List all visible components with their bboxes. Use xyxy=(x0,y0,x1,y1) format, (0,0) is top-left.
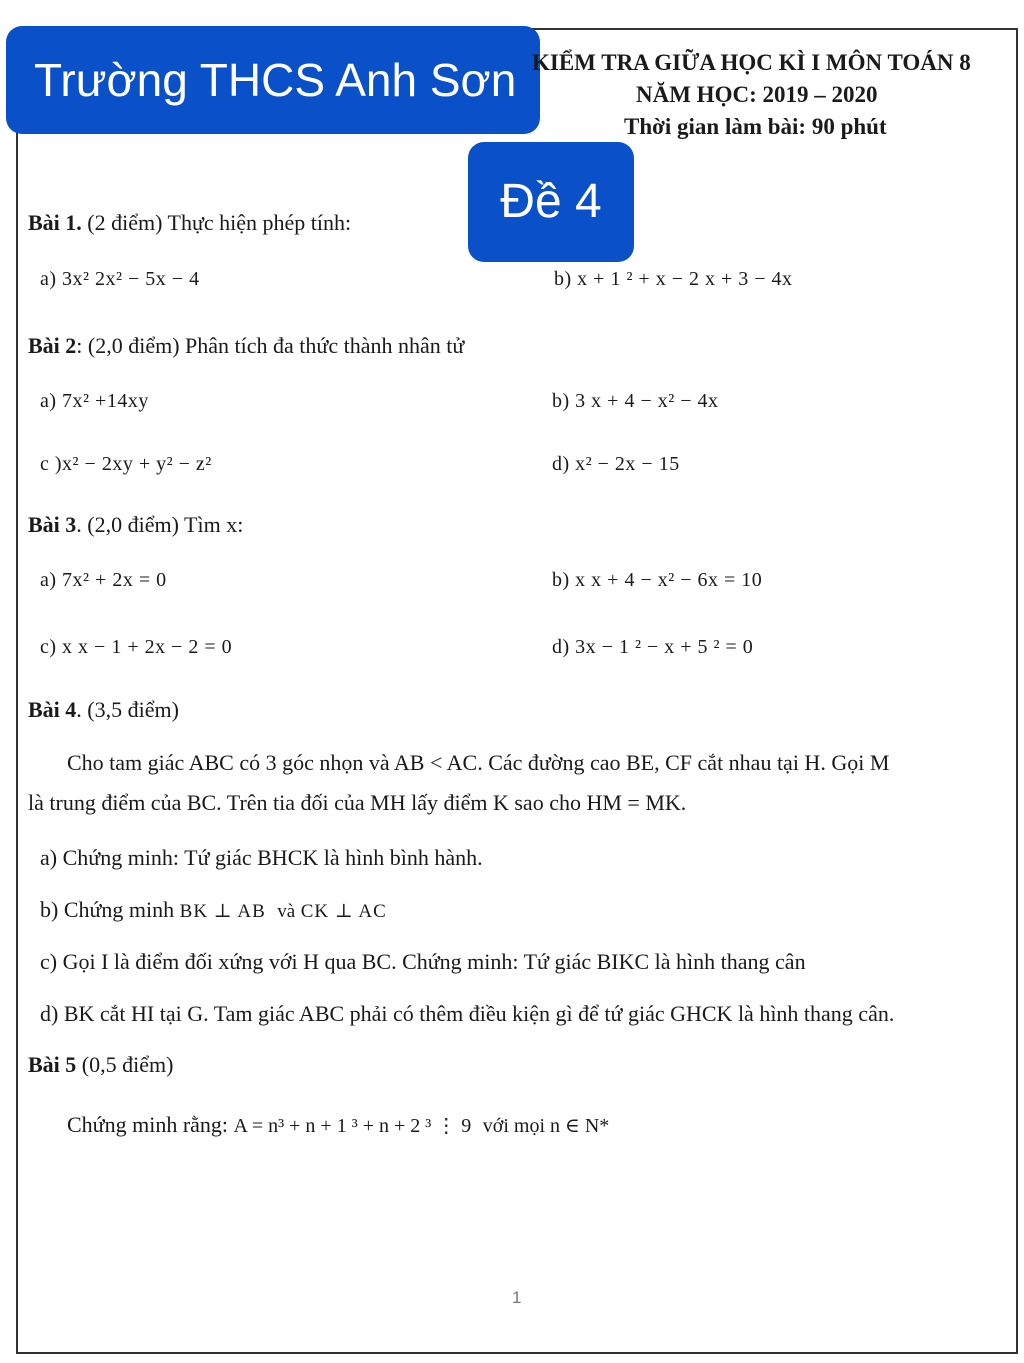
bai3-part-a: a) 7x² + 2x = 0 xyxy=(40,569,167,591)
bai3-part-c: c) x x − 1 + 2x − 2 = 0 xyxy=(40,636,233,658)
bai4-part-c: c) Gọi I là điểm đối xứng với H qua BC. Chứng minh: Tứ giác BIKC là hình thang cân xyxy=(40,949,806,974)
bai5-statement xyxy=(67,1112,609,1138)
bai1-description: (2 điểm) Thực hiện phép tính: xyxy=(87,210,352,235)
bai2-part-c: c )x² − 2xy + y² − z² xyxy=(40,453,212,475)
bai2-part-d: d) x² − 2x − 15 xyxy=(552,453,680,475)
bai5-math: A = n³ + n + 1 ³ + n + 2 ³ ⋮ 9 xyxy=(233,1115,472,1137)
bai5-text: Chứng minh rằng: xyxy=(67,1112,229,1137)
school-name-badge: Trường THCS Anh Sơn xyxy=(6,26,540,134)
bai2-description: : (2,0 điểm) Phân tích đa thức thành nhân tử xyxy=(76,333,465,358)
bai3-label: Bài 3 xyxy=(28,512,77,537)
bai4-statement-line2: là trung điểm của BC. Trên tia đối của MH lấy điểm K sao cho HM = MK. xyxy=(28,790,687,815)
bai5-description: (0,5 điểm) xyxy=(76,1052,174,1077)
bai1-part-b: b) x + 1 ² + x − 2 x + 3 − 4x xyxy=(554,268,793,290)
page-number: 1 xyxy=(512,1288,522,1307)
exam-code-badge: Đề 4 xyxy=(468,142,634,262)
bai4-part-b-math1: BK ⊥ AB xyxy=(179,901,266,922)
bai3-description: . (2,0 điểm) Tìm x: xyxy=(76,512,244,537)
bai4-description: . (3,5 điểm) xyxy=(76,697,179,722)
bai2-heading xyxy=(28,333,464,359)
bai2-part-a: a) 7x² +14xy xyxy=(40,390,149,412)
bai5-heading xyxy=(28,1052,173,1078)
bai1-label: Bài 1. xyxy=(28,210,82,235)
bai3-part-d: d) 3x − 1 ² − x + 5 ² = 0 xyxy=(552,636,754,658)
bai2-part-b: b) 3 x + 4 − x² − 4x xyxy=(552,390,719,412)
bai5-label: Bài 5 xyxy=(28,1052,77,1077)
exam-title: KIỂM TRA GIỮA HỌC KÌ I MÔN TOÁN 8 xyxy=(532,50,971,75)
bai4-heading xyxy=(28,697,179,723)
bai4-statement-line1: Cho tam giác ABC có 3 góc nhọn và AB < AC. Các đường cao BE, CF cắt nhau tại H. Gọi M xyxy=(67,750,890,775)
bai1-heading xyxy=(28,210,351,236)
bai4-part-b-math2: CK ⊥ AC xyxy=(300,901,387,922)
bai4-label: Bài 4 xyxy=(28,697,77,722)
bai3-heading xyxy=(28,512,243,538)
bai4-part-b xyxy=(40,897,387,923)
bai2-label: Bài 2 xyxy=(28,333,77,358)
bai4-part-b-text: b) Chứng minh xyxy=(40,897,175,922)
bai1-part-a: a) 3x² 2x² − 5x − 4 xyxy=(40,268,200,290)
bai4-part-d: d) BK cắt HI tại G. Tam giác ABC phải có thêm điều kiện gì để tứ giác GHCK là hình thang cân. xyxy=(40,1001,895,1026)
bai4-part-a: a) Chứng minh: Tứ giác BHCK là hình bình hành. xyxy=(40,845,483,870)
exam-duration: Thời gian làm bài: 90 phút xyxy=(624,114,887,139)
school-year: NĂM HỌC: 2019 – 2020 xyxy=(636,82,878,107)
bai4-part-b-and: và xyxy=(277,901,296,922)
bai5-suffix: với mọi n ∈ N* xyxy=(482,1115,610,1137)
bai3-part-b: b) x x + 4 − x² − 6x = 10 xyxy=(552,569,763,591)
